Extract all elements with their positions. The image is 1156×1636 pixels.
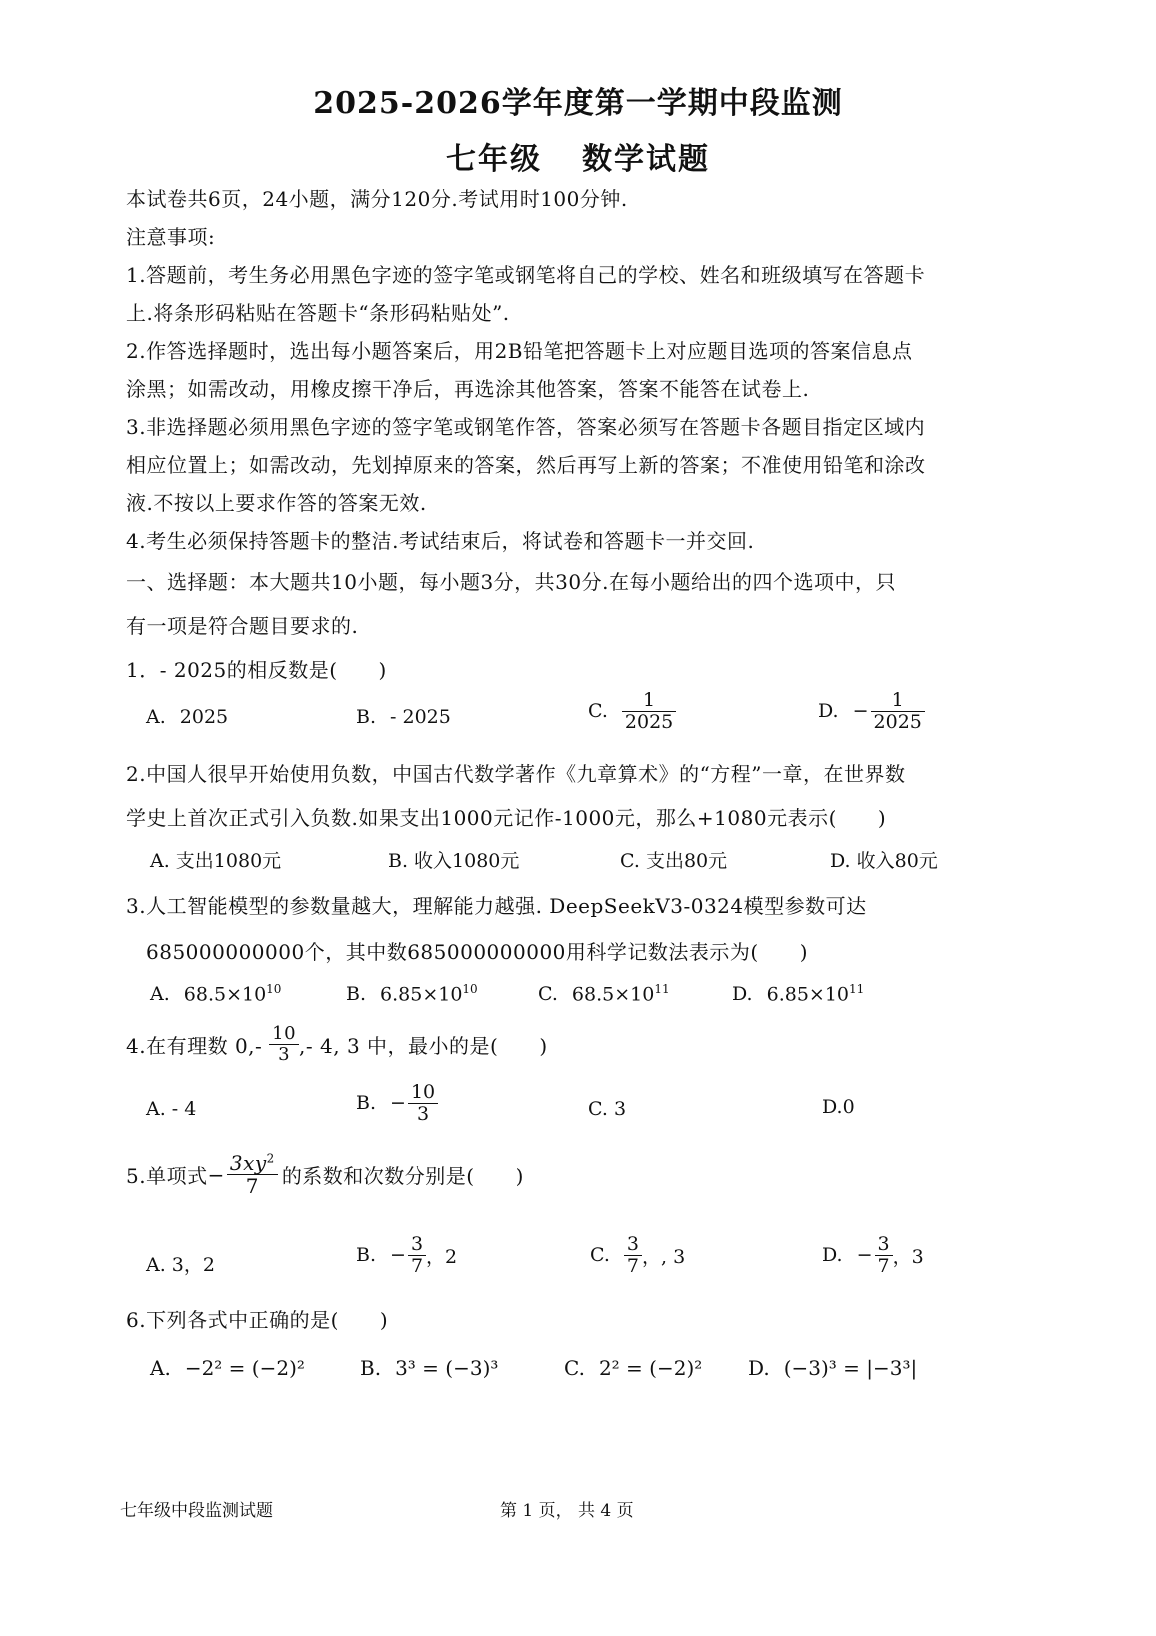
subject-label: 数学试题 [582,142,710,177]
note-line: 4.考生必须保持答题卡的整洁.考试结束后，将试卷和答题卡一并交回. [126,529,755,553]
note-line: 上.将条形码粘贴在答题卡“条形码粘贴处”. [126,301,510,325]
q4-option-a: A. - 4 [146,1098,197,1120]
q1-option-c: C. $\frac{1}{2025}$ [588,690,676,733]
q5-option-a: A. 3，2 [146,1254,215,1276]
question-3-stem: 3.人工智能模型的参数量越大，理解能力越强. DeepSeekV3-0324模型参数可达 [126,894,867,918]
q3-option-b: B. $6.85\times 10^{10}$ [346,982,478,1006]
question-2-stem: 2.中国人很早开始使用负数，中国古代数学著作《九章算术》的“方程”一章，在世界数 [126,762,906,786]
q3-option-d: D. $6.85\times 10^{11}$ [732,982,865,1006]
grade-label: 七年级 [446,142,542,177]
q2-option-d: D. 收入80元 [830,850,938,872]
page-number: 第 1 页， 共 4 页 [500,1501,634,1521]
q3-option-c: C. $68.5\times 10^{11}$ [538,982,670,1006]
q5-option-d: D. − $\frac{3}{7}$ ，3 [822,1233,924,1277]
intro-text: 本试卷共6页，24小题，满分120分.考试用时100分钟. [126,187,628,211]
note-line: 液.不按以上要求作答的答案无效. [126,491,427,515]
q4-option-d: D.0 [822,1096,855,1118]
q4-option-b: B. − $\frac{10}{3}$ [356,1082,438,1125]
question-4-stem: 4.在有理数 0,- $\frac{10}{3}$ ,- 4, 3 中，最小的是( ) [126,1023,548,1065]
notes-heading: 注意事项: [126,225,216,249]
note-line: 2.作答选择题时，选出每小题答案后，用2B铅笔把答题卡上对应题目选项的答案信息点 [126,339,913,363]
question-6-stem: 6.下列各式中正确的是( ) [126,1308,389,1332]
question-5-stem: 5.单项式− $\frac{3xy^2}{7}$ 的系数和次数分别是( ) [126,1151,524,1198]
note-line: 3.非选择题必须用黑色字迹的签字笔或钢笔作答，答案必须写在答题卡各题目指定区域内 [126,415,926,439]
q5-option-c: C. $\frac{3}{7}$ ，, 3 [590,1233,686,1277]
question-2-stem: 学史上首次正式引入负数.如果支出1000元记作-1000元，那么+1080元表示( ) [126,806,887,830]
question-3-stem: 685000000000个，其中数685000000000用科学记数法表示为( ) [146,940,808,964]
exam-title: 2025-2026学年度第一学期中段监测 [313,86,843,121]
q1-option-d: D. − $\frac{1}{2025}$ [818,690,925,733]
q6-option-a: A. −2² = (−2)² [150,1356,305,1380]
section-heading: 有一项是符合题目要求的. [126,614,359,638]
q6-option-b: B. 3³ = (−3)³ [360,1356,499,1380]
note-line: 涂黑；如需改动，用橡皮擦干净后，再选涂其他答案，答案不能答在试卷上. [126,377,810,401]
note-line: 相应位置上；如需改动，先划掉原来的答案，然后再写上新的答案；不准使用铅笔和涂改 [126,453,926,477]
q2-option-b: B. 收入1080元 [388,850,520,872]
q2-option-c: C. 支出80元 [620,850,728,872]
question-1-stem: 1．- 2025的相反数是( ) [126,658,387,682]
section-heading: 一、选择题：本大题共10小题，每小题3分，共30分.在每小题给出的四个选项中，只 [126,570,896,594]
footer-exam-name: 七年级中段监测试题 [120,1501,273,1521]
note-line: 1.答题前，考生务必用黑色字迹的签字笔或钢笔将自己的学校、姓名和班级填写在答题卡 [126,263,926,287]
exam-subtitle [0,134,1156,178]
q6-option-d: D. (−3)³ = |−3³| [748,1356,918,1380]
q3-option-a: A. $68.5\times 10^{10}$ [150,982,282,1006]
q5-option-b: B. − $\frac{3}{7}$ ，2 [356,1233,458,1277]
q2-option-a: A. 支出1080元 [150,850,282,872]
q4-option-c: C. 3 [588,1098,627,1120]
q6-option-c: C. 2² = (−2)² [564,1356,703,1380]
q1-option-b: B. - 2025 [356,706,451,728]
q1-option-a: A. 2025 [146,706,229,728]
